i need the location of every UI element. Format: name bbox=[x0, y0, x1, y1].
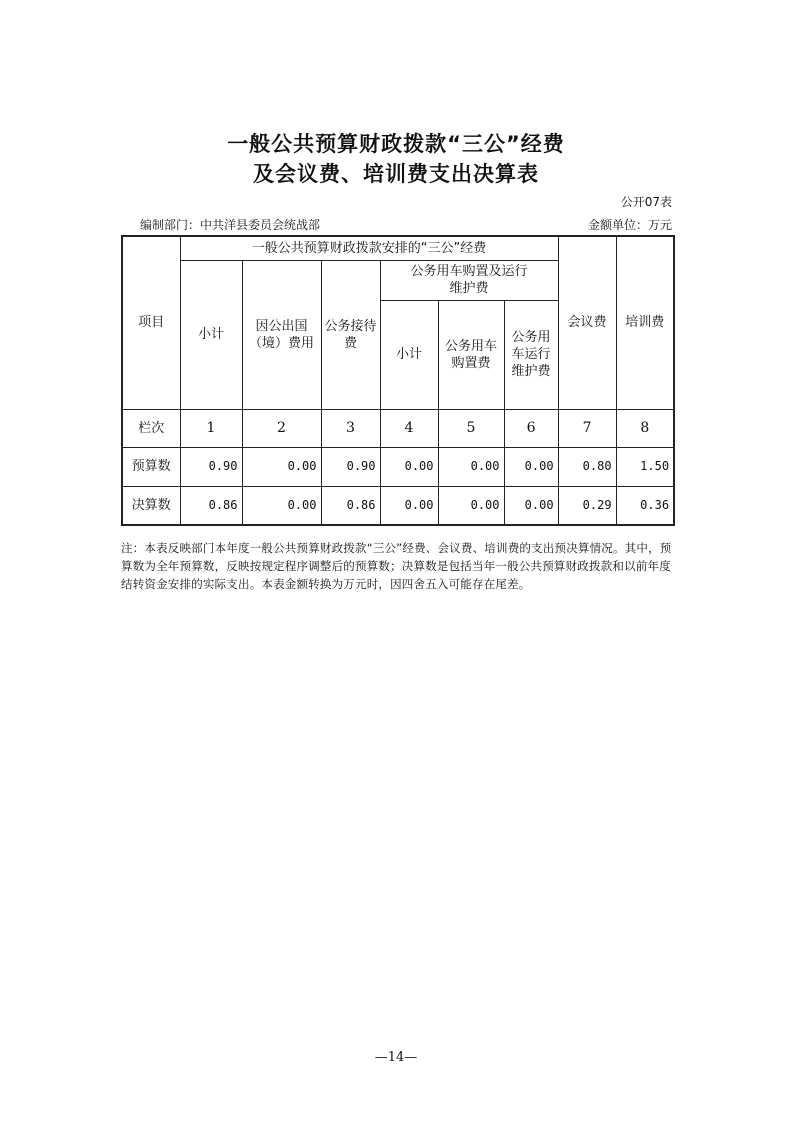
value-cell: 0.36 bbox=[616, 486, 674, 525]
header-vehicle-subtotal: 小计 bbox=[380, 300, 438, 409]
index-cell: 5 bbox=[438, 409, 504, 447]
header-training: 培训费 bbox=[616, 236, 674, 409]
index-cell: 3 bbox=[321, 409, 380, 447]
index-cell: 6 bbox=[504, 409, 558, 447]
value-cell: 0.00 bbox=[242, 447, 321, 486]
value-cell: 0.00 bbox=[504, 447, 558, 486]
header-vehicle-operation: 公务用车运行维护费 bbox=[504, 300, 558, 409]
value-cell: 0.90 bbox=[180, 447, 242, 486]
value-cell: 0.00 bbox=[438, 486, 504, 525]
index-row-label: 栏次 bbox=[122, 409, 180, 447]
value-cell: 0.90 bbox=[321, 447, 380, 486]
index-cell: 2 bbox=[242, 409, 321, 447]
index-cell: 4 bbox=[380, 409, 438, 447]
header-sangong-group: 一般公共预算财政拨款安排的“三公”经费 bbox=[180, 236, 558, 260]
department-label: 编制部门：中共洋县委员会统战部 bbox=[140, 218, 321, 232]
table-code: 公开07表 bbox=[620, 195, 672, 209]
index-cell: 7 bbox=[558, 409, 616, 447]
unit-label: 金额单位：万元 bbox=[587, 218, 672, 232]
index-cell: 8 bbox=[616, 409, 674, 447]
page-number: —14— bbox=[374, 1050, 418, 1065]
header-abroad: 因公出国（境）费用 bbox=[242, 260, 321, 409]
table-note: 注：本表反映部门本年度一般公共预算财政拨款“三公”经费、会议费、培训费的支出预决算情况。其中，预算数为全年预算数，反映按规定程序调整后的预算数；决算数是包括当年一般公共预算财政拨款和以前年度结转资金安排的实际支出。本表金额转换为万元时，因四舍五入可能存在尾差。 bbox=[121, 541, 672, 591]
value-cell: 0.29 bbox=[558, 486, 616, 525]
header-item: 项目 bbox=[122, 236, 180, 409]
row-label: 预算数 bbox=[122, 447, 180, 486]
expense-table bbox=[121, 235, 675, 526]
value-cell: 1.50 bbox=[616, 447, 674, 486]
table-row-budget bbox=[122, 447, 674, 486]
value-cell: 0.86 bbox=[321, 486, 380, 525]
value-cell: 0.00 bbox=[380, 447, 438, 486]
header-vehicle-group: 公务用车购置及运行维护费 bbox=[380, 260, 558, 300]
value-cell: 0.00 bbox=[504, 486, 558, 525]
header-reception: 公务接待费 bbox=[321, 260, 380, 409]
value-cell: 0.00 bbox=[242, 486, 321, 525]
value-cell: 0.80 bbox=[558, 447, 616, 486]
index-cell: 1 bbox=[180, 409, 242, 447]
value-cell: 0.00 bbox=[438, 447, 504, 486]
value-cell: 0.86 bbox=[180, 486, 242, 525]
table-title-line2: 及会议费、培训费支出决算表 bbox=[253, 162, 539, 186]
table-row-final bbox=[122, 486, 674, 525]
header-vehicle-purchase: 公务用车购置费 bbox=[438, 300, 504, 409]
header-meeting: 会议费 bbox=[558, 236, 616, 409]
table-title-line1: 一般公共预算财政拨款“三公”经费 bbox=[227, 132, 565, 156]
value-cell: 0.00 bbox=[380, 486, 438, 525]
row-label: 决算数 bbox=[122, 486, 180, 525]
header-subtotal: 小计 bbox=[180, 260, 242, 409]
